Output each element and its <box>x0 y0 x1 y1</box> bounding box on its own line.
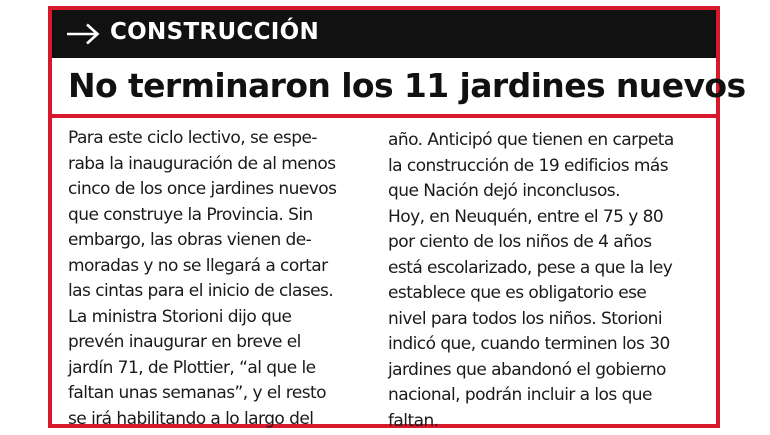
body-line: se irá habilitando a lo largo del <box>68 408 314 429</box>
body-line: faltan. <box>388 410 439 431</box>
body-line: las cintas para el inicio de clases. <box>68 281 334 301</box>
body-line: moradas y no se llegará a cortar <box>68 255 328 276</box>
body-line: Hoy, en Neuquén, entre el 75 y 80 <box>388 206 664 227</box>
body-line: indicó que, cuando terminen los 30 <box>388 334 670 354</box>
body-line: la construcción de 19 edificios más <box>388 155 669 176</box>
section-bar <box>52 10 716 58</box>
body-line: faltan unas semanas”, y el resto <box>68 383 327 403</box>
body-line: año. Anticipó que tienen en carpeta <box>388 130 674 150</box>
body-line: nivel para todos los niños. Storioni <box>388 308 663 329</box>
headline-divider <box>52 114 716 118</box>
article-box <box>48 6 746 431</box>
body-line: está escolarizado, pese a que la ley <box>388 257 673 278</box>
body-line: La ministra Storioni dijo que <box>68 306 292 327</box>
arrow-right-icon <box>66 23 100 45</box>
body-line: embargo, las obras vienen de- <box>68 230 312 250</box>
body-line: por ciento de los niños de 4 años <box>388 232 652 252</box>
body-line: prevén inaugurar en breve el <box>68 332 301 352</box>
section-label: CONSTRUCCIÓN <box>110 19 320 45</box>
body-line: jardines que abandonó el gobierno <box>388 359 666 380</box>
body-column-right <box>388 128 704 434</box>
body-line: Para este ciclo lectivo, se espe- <box>68 128 317 148</box>
headline: No terminaron los 11 jardines nuevos <box>68 66 746 105</box>
body-line: que Nación dejó inconclusos. <box>388 181 620 201</box>
body-line: cinco de los once jardines nuevos <box>68 179 337 199</box>
body-line: que construye la Provincia. Sin <box>68 204 313 225</box>
body-line: nacional, podrán incluir a los que <box>388 385 652 405</box>
body-line: establece que es obligatorio ese <box>388 283 647 303</box>
body-column-left <box>68 126 374 432</box>
body-line: jardín 71, de Plottier, “al que le <box>68 357 316 378</box>
body-line: raba la inauguración de al menos <box>68 153 336 174</box>
